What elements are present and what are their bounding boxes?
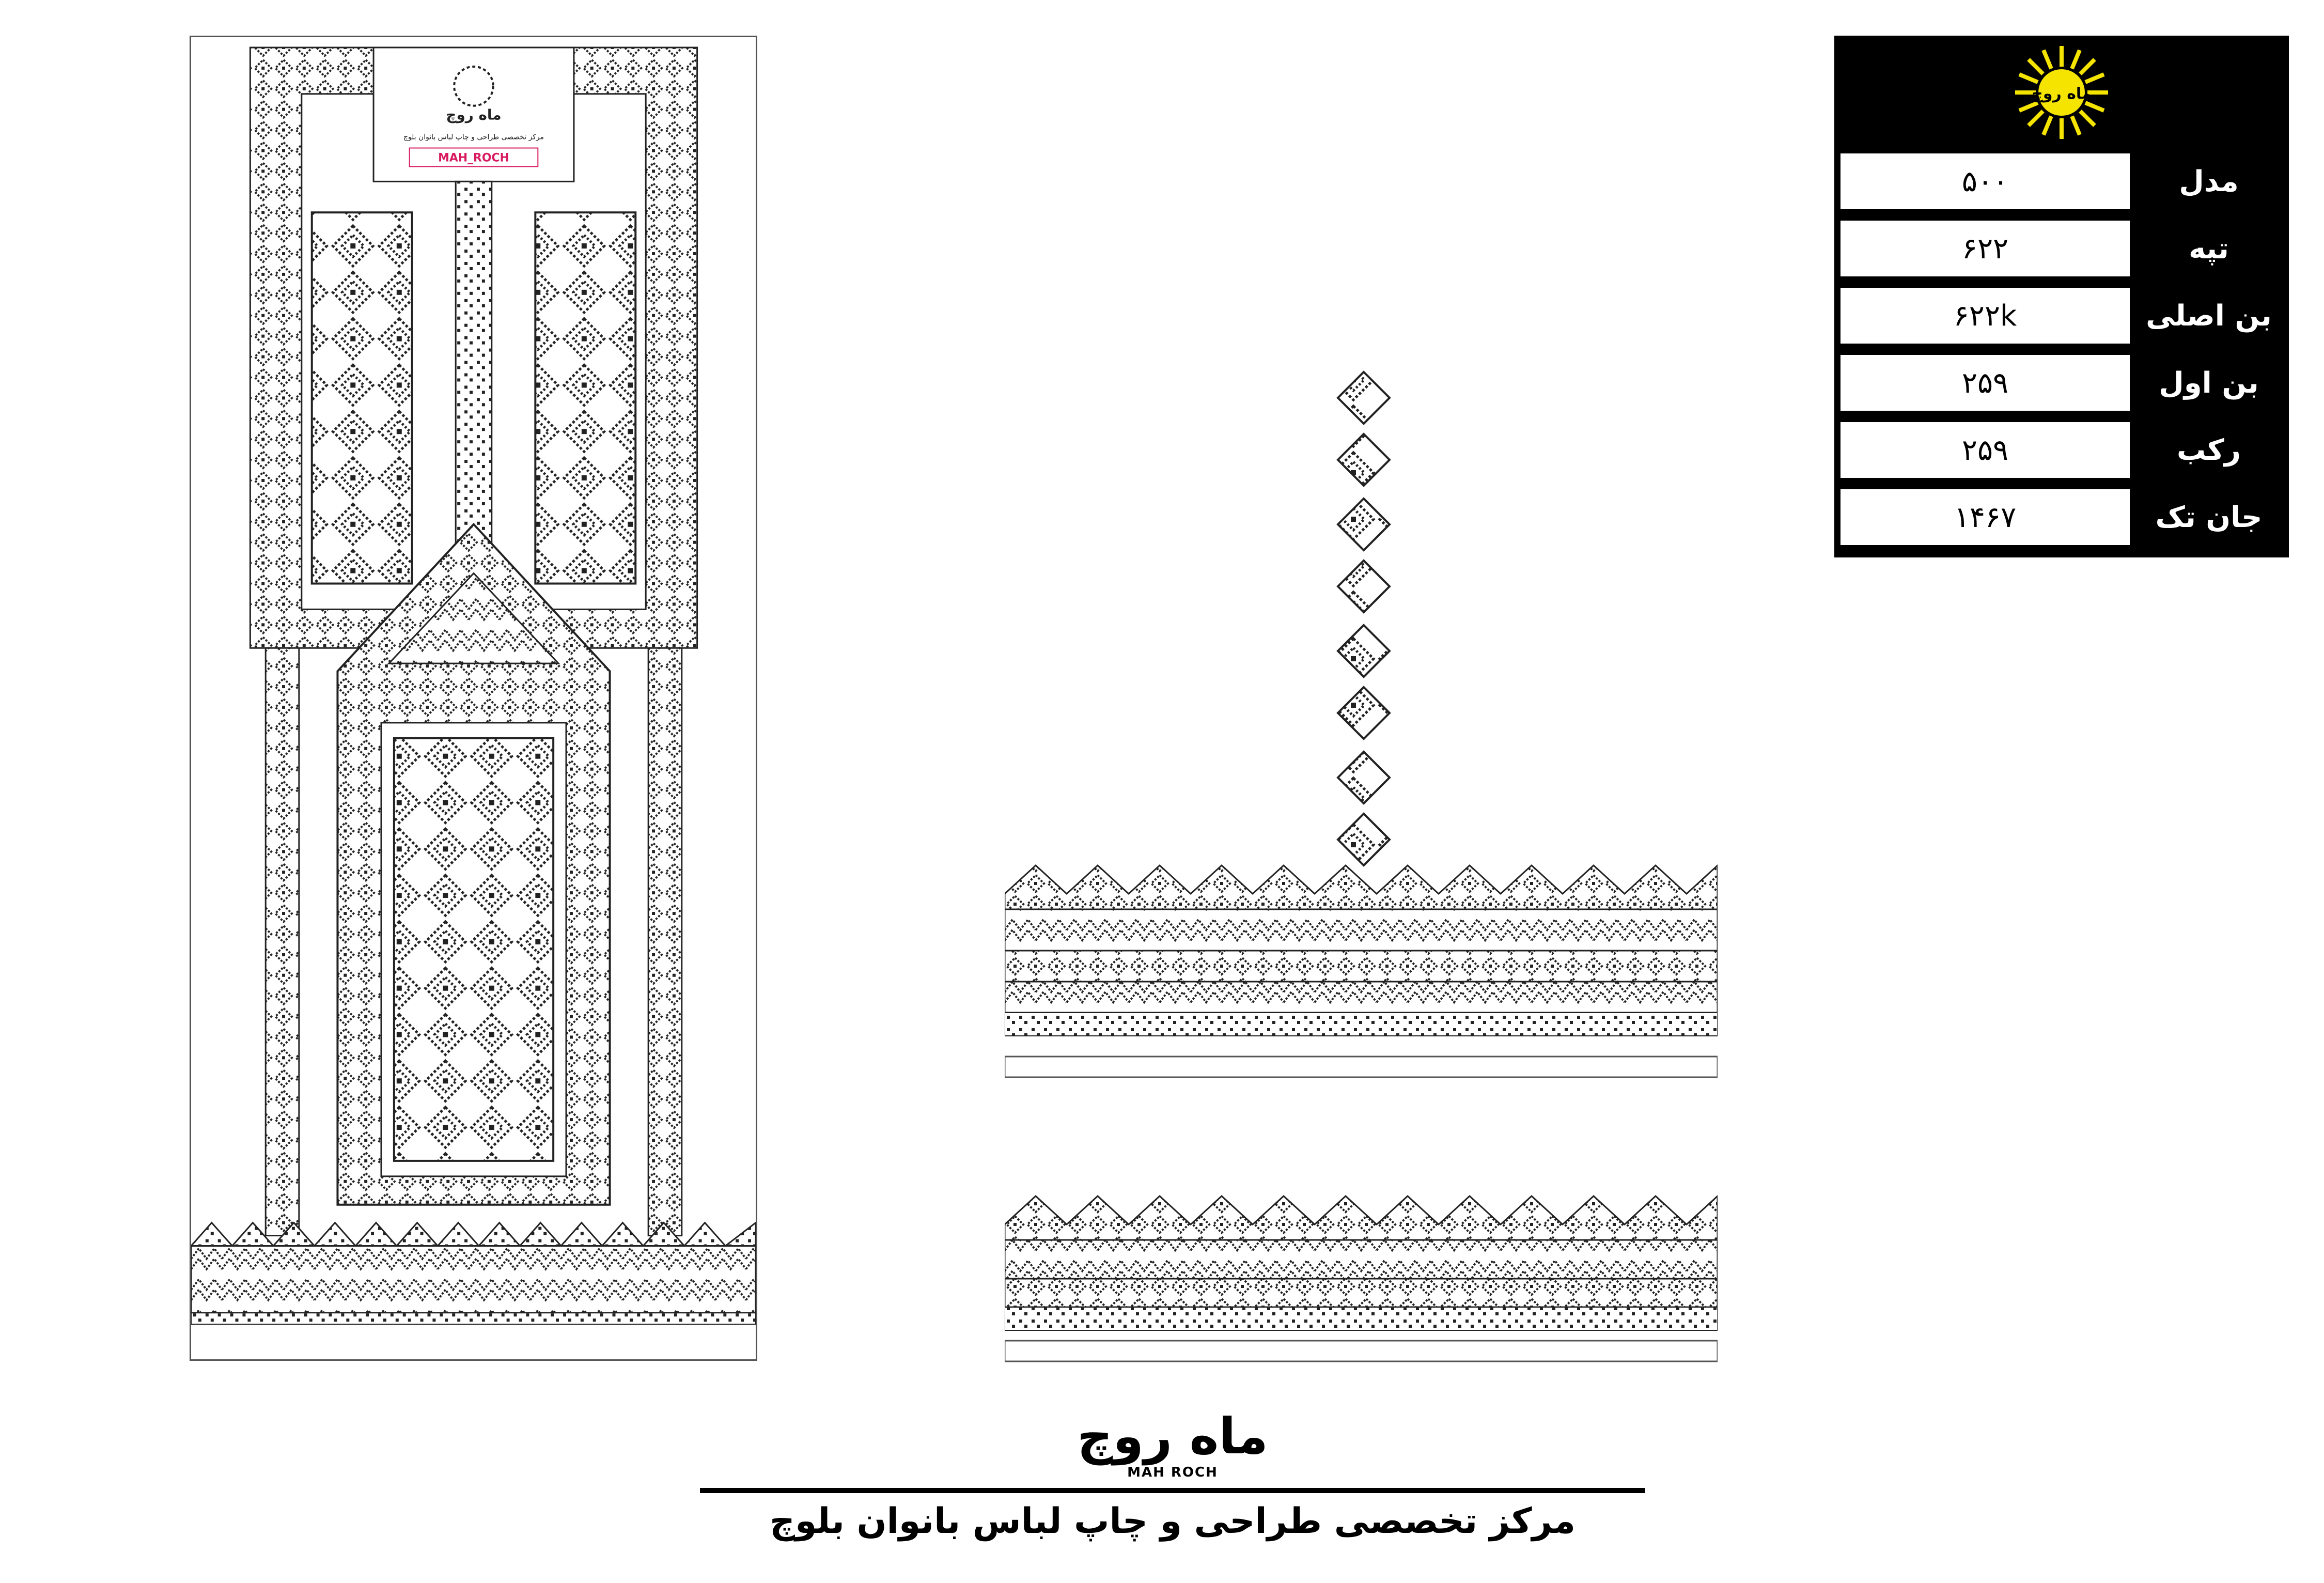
footer-logo-subtext: MAH ROCH <box>1127 1465 1218 1480</box>
diamond-chain <box>1338 372 1390 865</box>
spec-value: ۵۰۰ <box>1841 153 2130 209</box>
spec-row-model <box>1841 150 2283 212</box>
spec-label: رکب <box>2176 433 2241 467</box>
spec-table <box>1834 36 2289 557</box>
spec-label: بن اول <box>2159 366 2259 400</box>
spec-value: ۲۵۹ <box>1841 355 2130 411</box>
sleeve-upper-drawing <box>1005 356 1718 1080</box>
spec-value: ۱۴۶۷ <box>1841 489 2130 545</box>
footer-logo <box>1064 1407 1281 1488</box>
spec-row-main-base <box>1841 285 2283 347</box>
spec-value: ۶۲۲k <box>1841 288 2130 344</box>
badge-handle: MAH_ROCH <box>438 151 509 165</box>
footer-divider <box>700 1488 1645 1493</box>
spec-label: تپه <box>2189 231 2229 266</box>
sleeve-lower-drawing <box>1005 1193 1718 1364</box>
spec-row-first-base <box>1841 352 2283 414</box>
spec-label: بن اصلی <box>2146 299 2272 333</box>
sleeve-pattern-upper <box>1005 356 1718 1080</box>
spec-value: ۶۲۲ <box>1841 221 2130 276</box>
spec-value: ۲۵۹ <box>1841 422 2130 478</box>
dress-embroidery-drawing <box>191 37 756 1359</box>
dress-pattern-panel <box>190 36 757 1361</box>
spec-logo-text: ماه روچ <box>2032 85 2092 103</box>
footer-logo-text: ماه روچ <box>1077 1407 1268 1465</box>
spec-logo <box>1834 36 2289 149</box>
badge-caption: مرکز تخصصی طراحی و چاپ لباس بانوان بلوچ <box>403 133 544 142</box>
spec-row-rekab <box>1841 419 2283 481</box>
spec-label: جان تک <box>2155 500 2263 534</box>
sleeve-pattern-lower <box>1005 1193 1718 1364</box>
footer-tagline: مرکز تخصصی طراحی و چاپ لباس بانوان بلوچ <box>769 1501 1576 1542</box>
badge-logo-text: ماه روچ <box>446 106 502 123</box>
spec-row-jan-tak <box>1841 486 2283 548</box>
spec-label: مدل <box>2179 164 2239 198</box>
spec-row-tapeh <box>1841 218 2283 280</box>
